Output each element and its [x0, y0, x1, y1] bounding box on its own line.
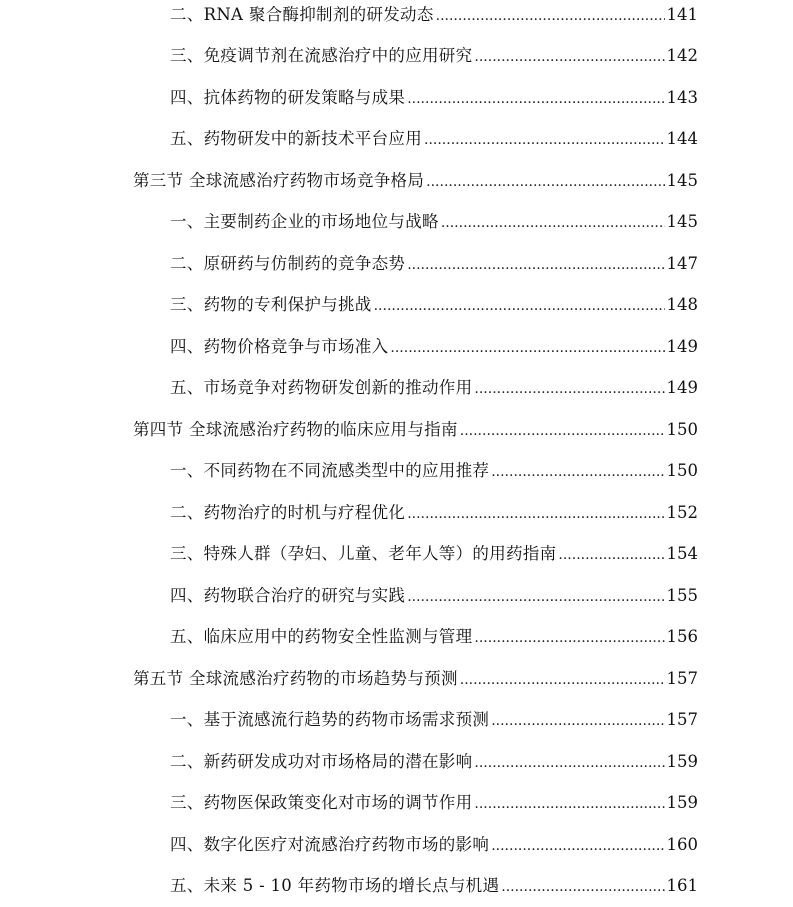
toc-dot-leader — [426, 169, 664, 194]
toc-entry-page: 149 — [666, 337, 698, 356]
toc-dot-leader — [474, 750, 664, 775]
toc-dot-leader — [424, 127, 665, 152]
toc-dot-leader — [460, 418, 665, 443]
toc-dot-leader — [558, 542, 664, 567]
toc-dot-leader — [407, 86, 664, 111]
toc-section-entry[interactable] — [133, 169, 698, 193]
toc-entry[interactable] — [170, 501, 698, 525]
toc-dot-leader — [474, 44, 664, 69]
toc-entry-title: 第五节 全球流感治疗药物的市场趋势与预测 — [133, 669, 458, 688]
toc-dot-leader — [407, 584, 664, 609]
toc-entry-title: 二、原研药与仿制药的竞争态势 — [170, 254, 406, 273]
toc-dot-leader — [491, 708, 664, 733]
toc-entry-page: 143 — [666, 88, 698, 107]
toc-dot-leader — [436, 3, 665, 28]
toc-dot-leader — [407, 501, 664, 526]
toc-entry[interactable] — [170, 708, 698, 732]
toc-entry-page: 144 — [666, 129, 698, 148]
toc-entry-title: 一、基于流感流行趋势的药物市场需求预测 — [170, 710, 490, 729]
toc-entry[interactable] — [170, 459, 698, 483]
toc-entry-title: 二、RNA 聚合酶抑制剂的研发动态 — [170, 5, 434, 24]
toc-entry[interactable] — [170, 833, 698, 857]
toc-dot-leader — [374, 293, 665, 318]
toc-entry-page: 145 — [666, 171, 698, 190]
toc-section-entry[interactable] — [133, 418, 698, 442]
toc-entry[interactable] — [170, 874, 698, 898]
toc-entry-title: 四、药物联合治疗的研究与实践 — [170, 586, 406, 605]
toc-entry-title: 五、临床应用中的药物安全性监测与管理 — [170, 627, 473, 646]
toc-entry-page: 161 — [666, 876, 698, 895]
toc-entry[interactable] — [170, 584, 698, 608]
toc-dot-leader — [501, 874, 664, 899]
toc-entry-title: 一、不同药物在不同流感类型中的应用推荐 — [170, 461, 490, 480]
toc-entry[interactable] — [170, 750, 698, 774]
toc-entry[interactable] — [170, 210, 698, 234]
toc-entry-title: 五、药物研发中的新技术平台应用 — [170, 129, 422, 148]
toc-entry[interactable] — [170, 335, 698, 359]
toc-entry-page: 154 — [666, 544, 698, 563]
toc-entry-title: 二、新药研发成功对市场格局的潜在影响 — [170, 752, 473, 771]
toc-entry-title: 三、免疫调节剂在流感治疗中的应用研究 — [170, 46, 473, 65]
toc-entry[interactable] — [170, 86, 698, 110]
toc-section-entry[interactable] — [133, 667, 698, 691]
toc-entry-title: 四、抗体药物的研发策略与成果 — [170, 88, 406, 107]
toc-entry[interactable] — [170, 376, 698, 400]
toc-entry[interactable] — [170, 791, 698, 815]
toc-dot-leader — [491, 459, 664, 484]
toc-entry-page: 148 — [666, 295, 698, 314]
toc-entry-page: 150 — [666, 420, 698, 439]
toc-entry[interactable] — [170, 44, 698, 68]
toc-dot-leader — [491, 833, 664, 858]
toc-entry-title: 五、未来 5 - 10 年药物市场的增长点与机遇 — [170, 876, 500, 895]
toc-entry-title: 二、药物治疗的时机与疗程优化 — [170, 503, 406, 522]
toc-entry-page: 152 — [666, 503, 698, 522]
toc-entry[interactable] — [170, 252, 698, 276]
toc-entry-title: 第四节 全球流感治疗药物的临床应用与指南 — [133, 420, 458, 439]
toc-entry-page: 157 — [666, 669, 698, 688]
toc-entry-title: 三、特殊人群（孕妇、儿童、老年人等）的用药指南 — [170, 544, 557, 563]
toc-entry-title: 第三节 全球流感治疗药物市场竞争格局 — [133, 171, 425, 190]
toc-entry[interactable] — [170, 127, 698, 151]
toc-entry-page: 149 — [666, 378, 698, 397]
toc-entry[interactable] — [170, 3, 698, 27]
toc-entry-page: 141 — [666, 5, 698, 24]
toc-dot-leader — [441, 210, 665, 235]
toc-entry-title: 三、药物医保政策变化对市场的调节作用 — [170, 793, 473, 812]
toc-entry-title: 四、药物价格竞争与市场准入 — [170, 337, 389, 356]
toc-entry-page: 160 — [666, 835, 698, 854]
toc-entry-page: 142 — [666, 46, 698, 65]
toc-entry-title: 五、市场竞争对药物研发创新的推动作用 — [170, 378, 473, 397]
toc-entry-page: 159 — [666, 752, 698, 771]
toc-entry-page: 145 — [666, 212, 698, 231]
toc-entry[interactable] — [170, 293, 698, 317]
toc-entry[interactable] — [170, 542, 698, 566]
toc-entry-page: 159 — [666, 793, 698, 812]
toc-entry-title: 三、药物的专利保护与挑战 — [170, 295, 372, 314]
toc-dot-leader — [460, 667, 665, 692]
toc-dot-leader — [407, 252, 664, 277]
toc-entry[interactable] — [170, 625, 698, 649]
toc-entry-page: 150 — [666, 461, 698, 480]
toc-entry-page: 157 — [666, 710, 698, 729]
toc-entry-page: 147 — [666, 254, 698, 273]
toc-entry-page: 155 — [666, 586, 698, 605]
toc-entry-title: 一、主要制药企业的市场地位与战略 — [170, 212, 439, 231]
toc-dot-leader — [474, 791, 664, 816]
toc-dot-leader — [390, 335, 664, 360]
toc-entry-title: 四、数字化医疗对流感治疗药物市场的影响 — [170, 835, 490, 854]
toc-dot-leader — [474, 376, 664, 401]
toc-dot-leader — [474, 625, 664, 650]
toc-entry-page: 156 — [666, 627, 698, 646]
